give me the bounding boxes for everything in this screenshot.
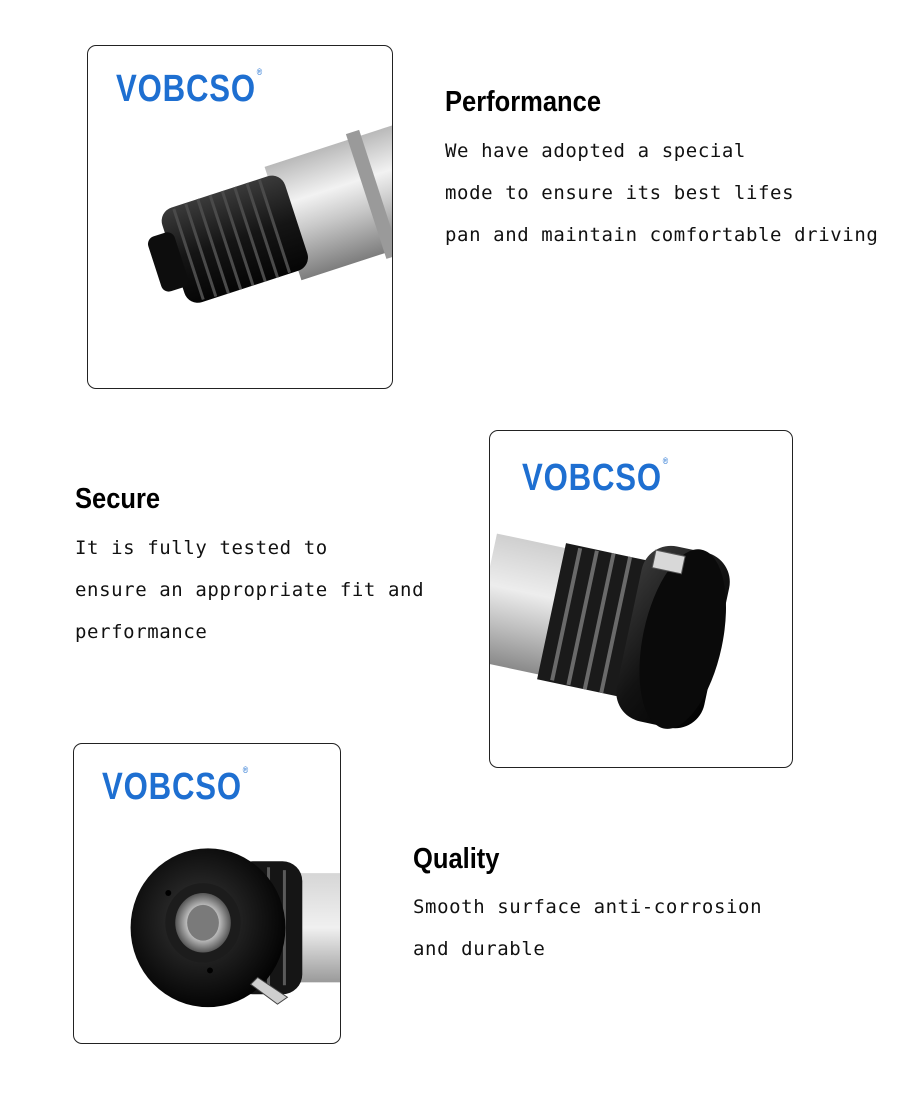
brand-logo (116, 67, 264, 110)
section-text-line: mode to ensure its best lifes (445, 182, 795, 204)
product-image-card-1 (87, 45, 393, 389)
section-text-line: It is fully tested to (75, 537, 328, 559)
product-image-card-3 (73, 743, 341, 1044)
section-title: Secure (75, 483, 161, 515)
section-text-line: ensure an appropriate fit and (75, 579, 425, 601)
section-text-line: Smooth surface anti-corrosion (413, 896, 763, 918)
section-text-line: and durable (413, 938, 546, 960)
brand-name: VOBCSO (116, 68, 256, 110)
brand-logo (522, 456, 670, 499)
registered-mark: ® (242, 765, 250, 775)
section-text-line: pan and maintain comfortable driving (445, 224, 879, 246)
product-image-card-2 (489, 430, 793, 768)
section-text-line: We have adopted a special (445, 140, 746, 162)
registered-mark: ® (256, 67, 264, 77)
registered-mark: ® (662, 456, 670, 466)
section-title: Quality (413, 843, 500, 875)
section-text-line: performance (75, 621, 208, 643)
brand-name: VOBCSO (102, 766, 242, 808)
section-title: Performance (445, 86, 602, 118)
brand-logo (102, 765, 250, 808)
brand-name: VOBCSO (522, 457, 662, 499)
